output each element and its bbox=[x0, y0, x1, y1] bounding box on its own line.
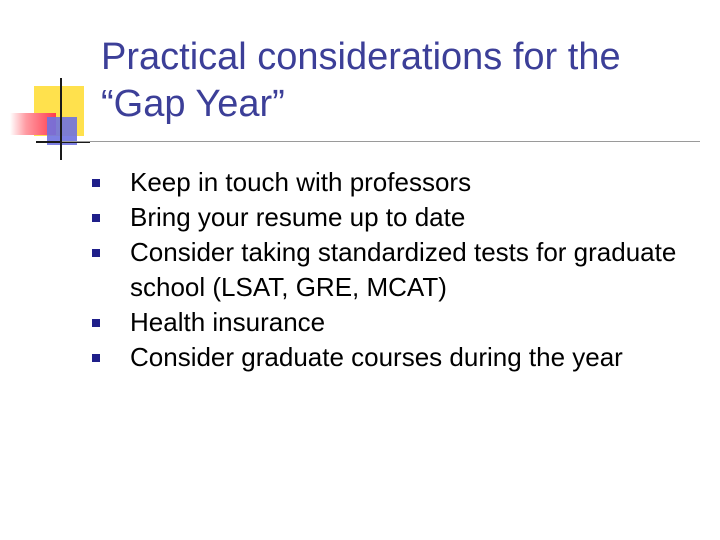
bullet-item bbox=[92, 235, 692, 305]
bullet-list bbox=[92, 165, 692, 375]
square-bullet-icon bbox=[92, 179, 100, 187]
bullet-text: Keep in touch with professors bbox=[130, 167, 472, 197]
slide-title: Practical considerations for the “Gap Year” bbox=[101, 36, 621, 125]
bullet-item bbox=[92, 165, 692, 200]
bullet-text: Consider taking standardized tests for graduate school (LSAT, GRE, MCAT) bbox=[130, 237, 677, 302]
bullet-item bbox=[92, 200, 692, 235]
square-bullet-icon bbox=[92, 249, 100, 257]
bullet-text: Bring your resume up to date bbox=[130, 202, 466, 232]
bullet-text: Health insurance bbox=[130, 307, 326, 337]
title-underline-rule bbox=[62, 141, 700, 142]
decorative-vertical-rule bbox=[60, 78, 62, 160]
bullet-text: Consider graduate courses during the year bbox=[130, 342, 623, 372]
bullet-item bbox=[92, 305, 692, 340]
square-bullet-icon bbox=[92, 319, 100, 327]
bullet-item bbox=[92, 340, 692, 375]
square-bullet-icon bbox=[92, 354, 100, 362]
square-bullet-icon bbox=[92, 214, 100, 222]
